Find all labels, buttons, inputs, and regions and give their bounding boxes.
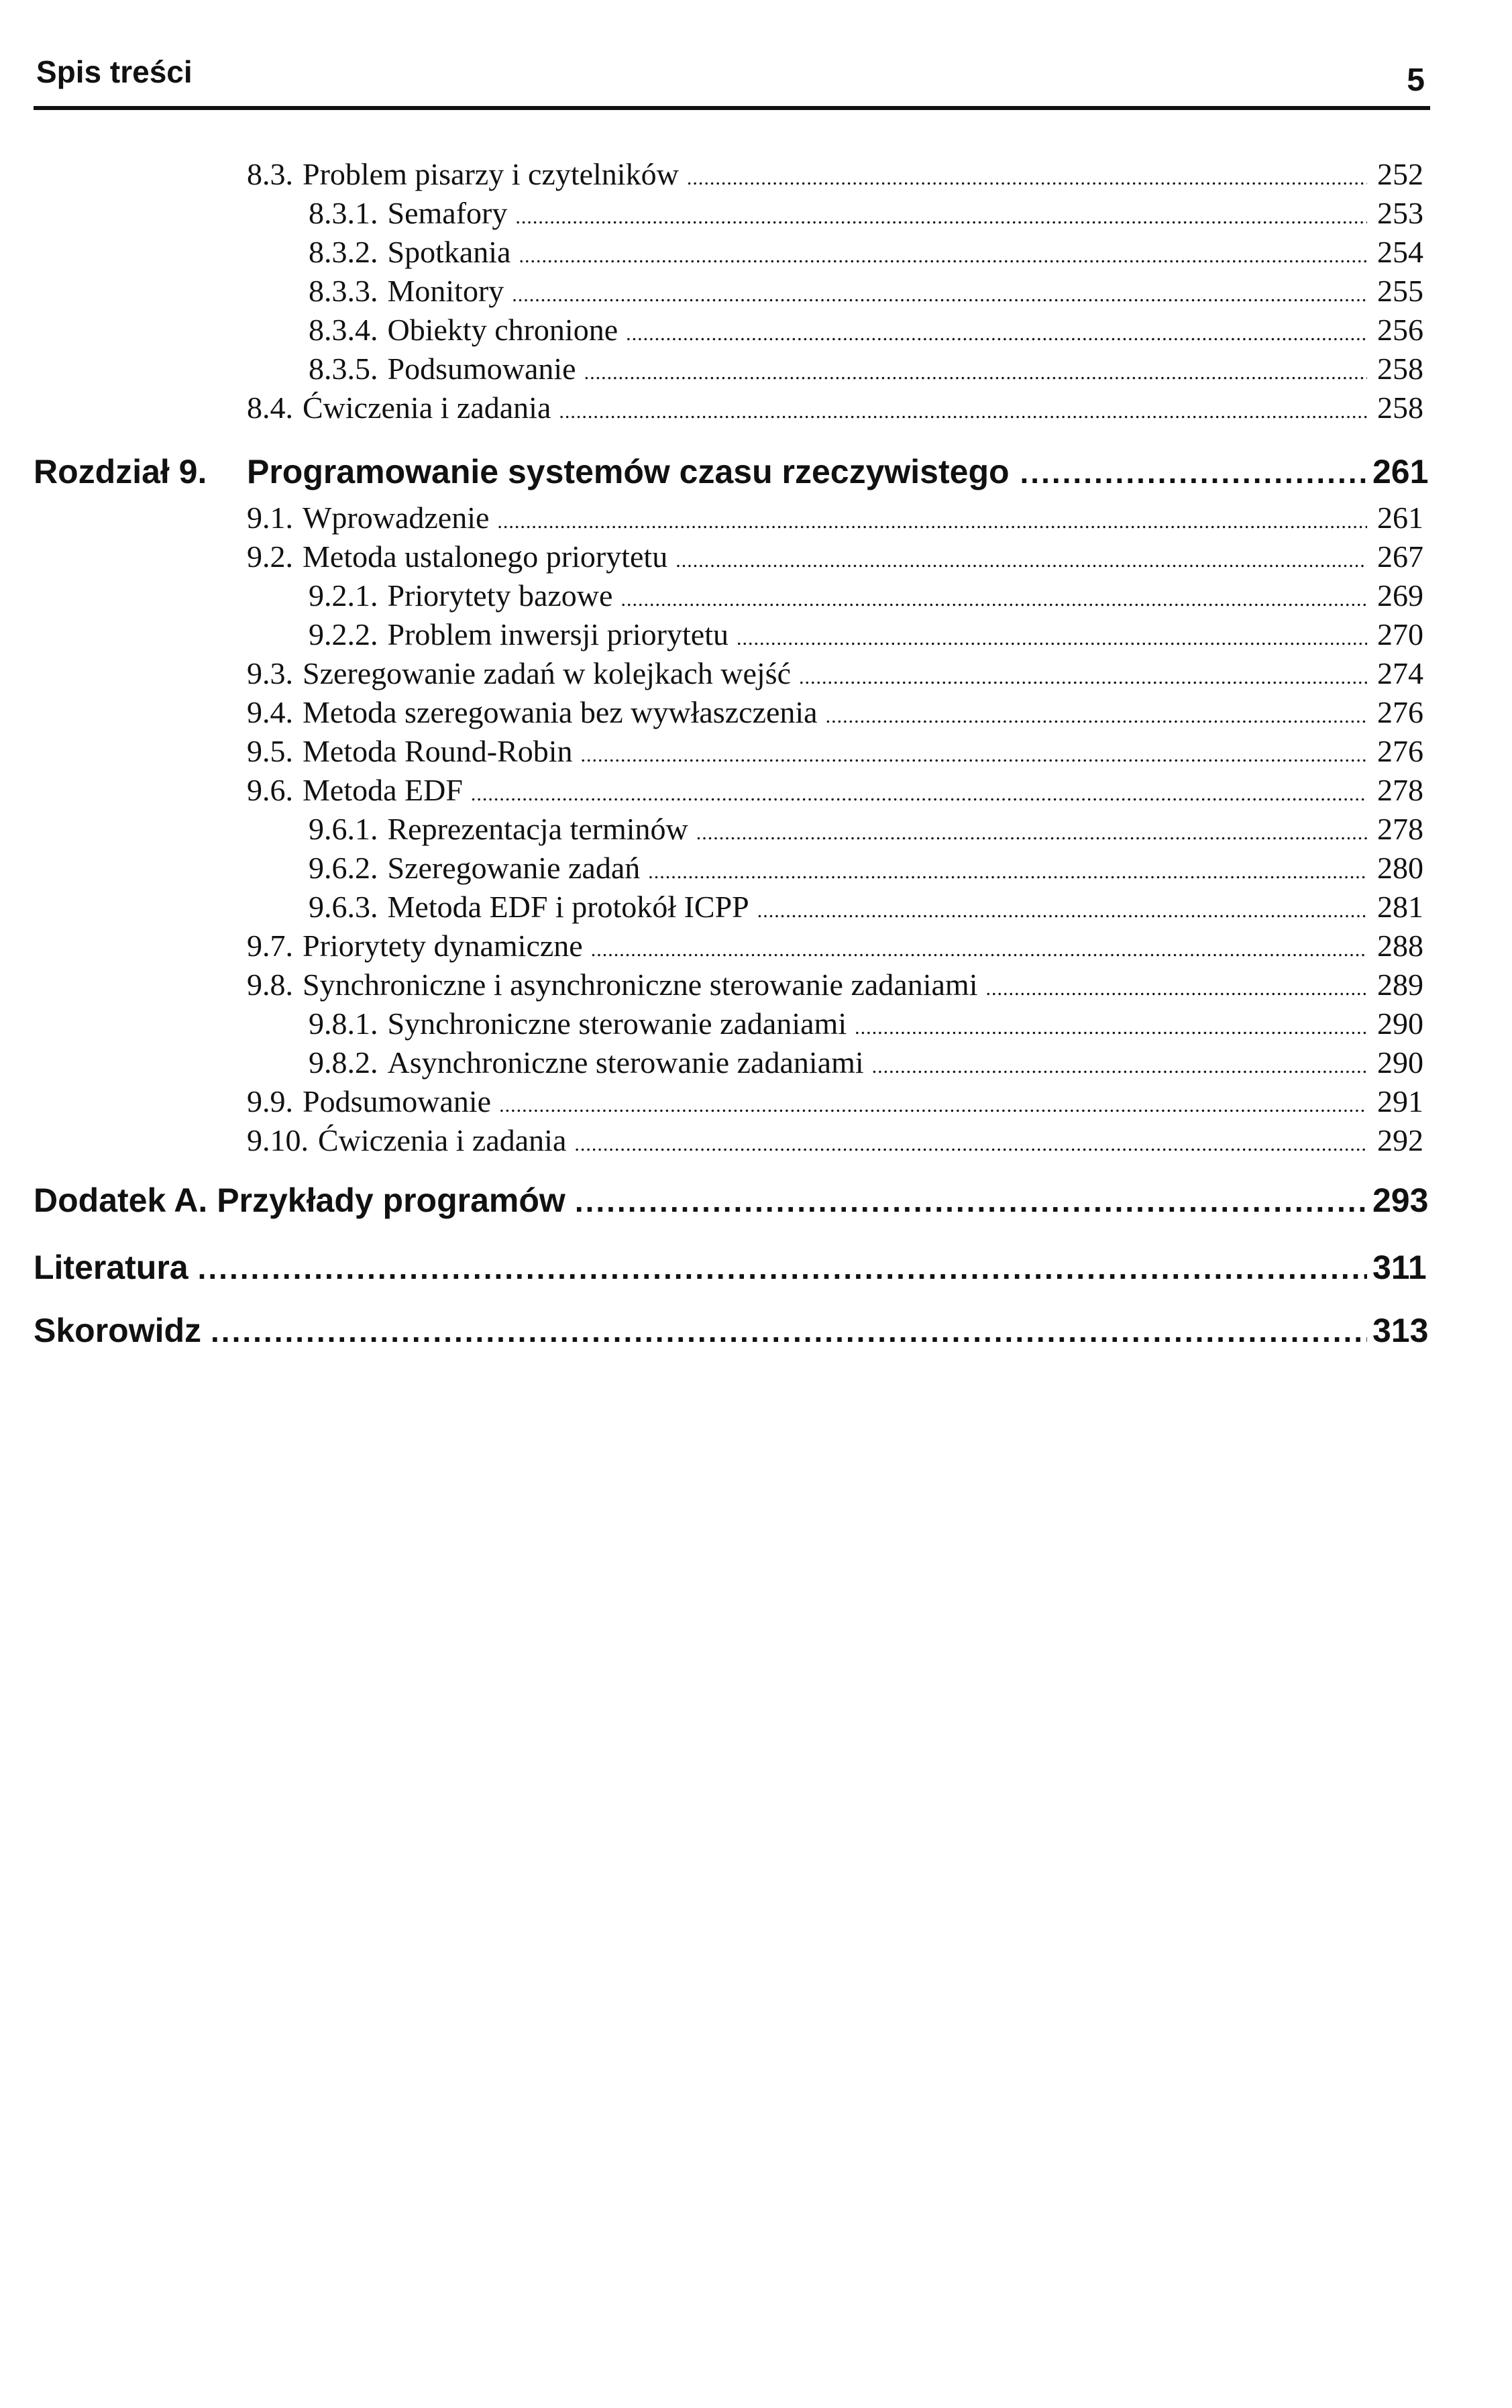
entry-number: 8.3.2.	[309, 235, 378, 269]
entry-number: 8.3.3.	[309, 274, 378, 308]
leader-dots	[826, 698, 1367, 735]
toc-entry-9-8-1[interactable]	[309, 1005, 1423, 1047]
entry-title: Literatura	[34, 1249, 188, 1286]
entry-page: 278	[1377, 773, 1423, 807]
toc-entry-8-3-4[interactable]	[309, 311, 1423, 353]
entry-page: 290	[1377, 1045, 1423, 1080]
toc-appendix-a[interactable]	[34, 1180, 1429, 1222]
toc-entry-8-3[interactable]	[247, 156, 1423, 197]
entry-title: Ćwiczenia i zadania	[303, 390, 551, 425]
leader-dots	[855, 1009, 1367, 1047]
entry-title: Dodatek A. Przykłady programów	[34, 1182, 565, 1219]
toc-entry-9-8[interactable]	[247, 966, 1423, 1008]
entry-page: 256	[1377, 313, 1423, 347]
entry-page: 291	[1377, 1084, 1423, 1118]
entry-title: Semafory	[387, 196, 508, 230]
toc-entry-9-6-3[interactable]	[309, 888, 1423, 930]
entry-number: 9.2.	[247, 539, 293, 574]
entry-page: 290	[1377, 1006, 1423, 1041]
entry-title: Podsumowanie	[303, 1084, 492, 1118]
toc-entry-9-4[interactable]	[247, 694, 1423, 735]
entry-page: 252	[1377, 157, 1423, 191]
entry-number: 9.8.1.	[309, 1006, 378, 1041]
toc-entry-9-6-2[interactable]	[309, 849, 1423, 891]
toc-entry-8-3-3[interactable]	[309, 272, 1423, 314]
entry-number: 9.10.	[247, 1123, 309, 1157]
chapter-title: Programowanie systemów czasu rzeczywistego	[247, 453, 1010, 490]
toc-entry-9-9[interactable]	[247, 1083, 1423, 1124]
leader-dots	[757, 892, 1367, 930]
entry-page: 255	[1377, 274, 1423, 308]
toc-entry-9-2-2[interactable]	[309, 616, 1423, 658]
entry-number: 8.3.	[247, 157, 293, 191]
page-number: 5	[1407, 62, 1425, 98]
page-header	[34, 52, 1430, 110]
entry-page: 270	[1377, 617, 1423, 651]
entry-title: Metoda szeregowania bez wywłaszczenia	[303, 695, 818, 729]
leader-dots	[512, 276, 1367, 314]
entry-page: 293	[1372, 1182, 1429, 1219]
entry-number: 9.6.1.	[309, 812, 378, 846]
leader-dots	[584, 354, 1367, 392]
entry-title: Obiekty chronione	[387, 313, 618, 347]
toc-literature[interactable]	[34, 1247, 1427, 1289]
toc-entry-9-6[interactable]	[247, 772, 1423, 813]
entry-number: 9.2.1.	[309, 578, 378, 613]
leader-dots	[696, 815, 1367, 852]
entry-title: Asynchroniczne sterowanie zadaniami	[387, 1045, 864, 1080]
toc-entry-8-3-5[interactable]	[309, 350, 1423, 392]
entry-title: Synchroniczne i asynchroniczne sterowanie zadaniami	[303, 967, 978, 1002]
entry-page: 254	[1377, 235, 1423, 269]
entry-title: Problem inwersji priorytetu	[387, 617, 728, 651]
toc-entry-9-2-1[interactable]	[309, 577, 1423, 619]
leader-dots	[591, 931, 1367, 969]
entry-title: Reprezentacja terminów	[387, 812, 688, 846]
entry-page: 313	[1372, 1312, 1429, 1349]
toc-entry-9-5[interactable]	[247, 733, 1423, 774]
entry-title: Podsumowanie	[387, 352, 576, 386]
toc-entry-8-3-2[interactable]	[309, 233, 1423, 275]
entry-number: 9.8.2.	[309, 1045, 378, 1080]
entry-page: 267	[1377, 539, 1423, 574]
entry-page: 276	[1377, 695, 1423, 729]
entry-title: Metoda Round-Robin	[303, 734, 573, 768]
leader-dots	[985, 970, 1367, 1008]
entry-page: 258	[1377, 390, 1423, 425]
leader-dots	[574, 1126, 1367, 1163]
entry-title: Skorowidz	[34, 1312, 202, 1349]
entry-title: Problem pisarzy i czytelników	[303, 157, 679, 191]
entry-number: 8.3.5.	[309, 352, 378, 386]
entry-title: Szeregowanie zadań w kolejkach wejść	[303, 656, 792, 690]
entry-number: 9.2.2.	[309, 617, 378, 651]
entry-page: 269	[1377, 578, 1423, 613]
entry-title: Ćwiczenia i zadania	[318, 1123, 567, 1157]
toc-entry-9-10[interactable]	[247, 1122, 1423, 1163]
leader-dots	[499, 1087, 1367, 1124]
running-title: Spis treści	[36, 54, 193, 89]
toc-entry-9-8-2[interactable]	[309, 1044, 1423, 1086]
entry-number: 9.6.3.	[309, 890, 378, 924]
leader-dots	[471, 776, 1367, 813]
entry-number: 9.4.	[247, 695, 293, 729]
leader-dots	[687, 160, 1367, 197]
entry-number: 9.5.	[247, 734, 293, 768]
entry-number: 9.1.	[247, 501, 293, 535]
entry-page: 289	[1377, 967, 1423, 1002]
leader-dots	[737, 620, 1367, 658]
entry-title: Spotkania	[387, 235, 511, 269]
entry-number: 8.3.1.	[309, 196, 378, 230]
leader-dots	[872, 1048, 1367, 1086]
entry-number: 9.8.	[247, 967, 293, 1002]
leader-dots	[648, 853, 1367, 891]
leader-dots	[559, 393, 1367, 431]
entry-page: 253	[1377, 196, 1423, 230]
toc-entry-9-6-1[interactable]	[309, 810, 1423, 852]
entry-title: Priorytety dynamiczne	[303, 929, 583, 963]
leader-dots	[620, 581, 1367, 619]
toc-chapter-9[interactable]	[34, 451, 1429, 493]
entry-title: Monitory	[387, 274, 504, 308]
leader-dots	[799, 659, 1367, 696]
leader-dots	[497, 503, 1367, 541]
entry-page: 280	[1377, 851, 1423, 885]
entry-page: 288	[1377, 929, 1423, 963]
chapter-page: 261	[1372, 453, 1429, 490]
entry-title: Szeregowanie zadań	[387, 851, 641, 885]
leader-dots	[676, 542, 1367, 580]
leader-dots	[626, 315, 1367, 353]
leader-dots	[575, 1180, 1367, 1222]
entry-page: 292	[1377, 1123, 1423, 1157]
toc-entry-9-7[interactable]	[247, 927, 1423, 969]
entry-page: 276	[1377, 734, 1423, 768]
chapter-label: Rozdział 9.	[34, 453, 207, 490]
entry-number: 9.6.2.	[309, 851, 378, 885]
entry-page: 281	[1377, 890, 1423, 924]
entry-page: 278	[1377, 812, 1423, 846]
entry-page: 258	[1377, 352, 1423, 386]
toc-entry-9-2[interactable]	[247, 538, 1423, 580]
entry-title: Synchroniczne sterowanie zadaniami	[387, 1006, 847, 1041]
toc-entry-8-3-1[interactable]	[309, 195, 1423, 236]
entry-title: Priorytety bazowe	[387, 578, 613, 613]
entry-number: 9.7.	[247, 929, 293, 963]
entry-title: Wprowadzenie	[303, 501, 490, 535]
leader-dots	[1020, 452, 1367, 493]
toc-entry-9-3[interactable]	[247, 655, 1423, 696]
entry-page: 311	[1372, 1249, 1427, 1286]
entry-number: 9.9.	[247, 1084, 293, 1118]
entry-title: Metoda EDF i protokół ICPP	[387, 890, 749, 924]
leader-dots	[519, 238, 1367, 275]
entry-number: 9.3.	[247, 656, 293, 690]
toc-entry-9-1[interactable]	[247, 499, 1423, 541]
leader-dots	[211, 1310, 1367, 1352]
entry-title: Metoda EDF	[303, 773, 463, 807]
leader-dots	[580, 737, 1367, 774]
entry-title: Metoda ustalonego priorytetu	[303, 539, 668, 574]
entry-page: 261	[1377, 501, 1423, 535]
entry-page: 274	[1377, 656, 1423, 690]
entry-number: 9.6.	[247, 773, 293, 807]
leader-dots	[515, 199, 1367, 236]
toc-entry-8-4[interactable]	[247, 389, 1423, 431]
entry-number: 8.3.4.	[309, 313, 378, 347]
leader-dots	[198, 1247, 1367, 1289]
toc-index[interactable]	[34, 1310, 1429, 1352]
entry-number: 8.4.	[247, 390, 293, 425]
